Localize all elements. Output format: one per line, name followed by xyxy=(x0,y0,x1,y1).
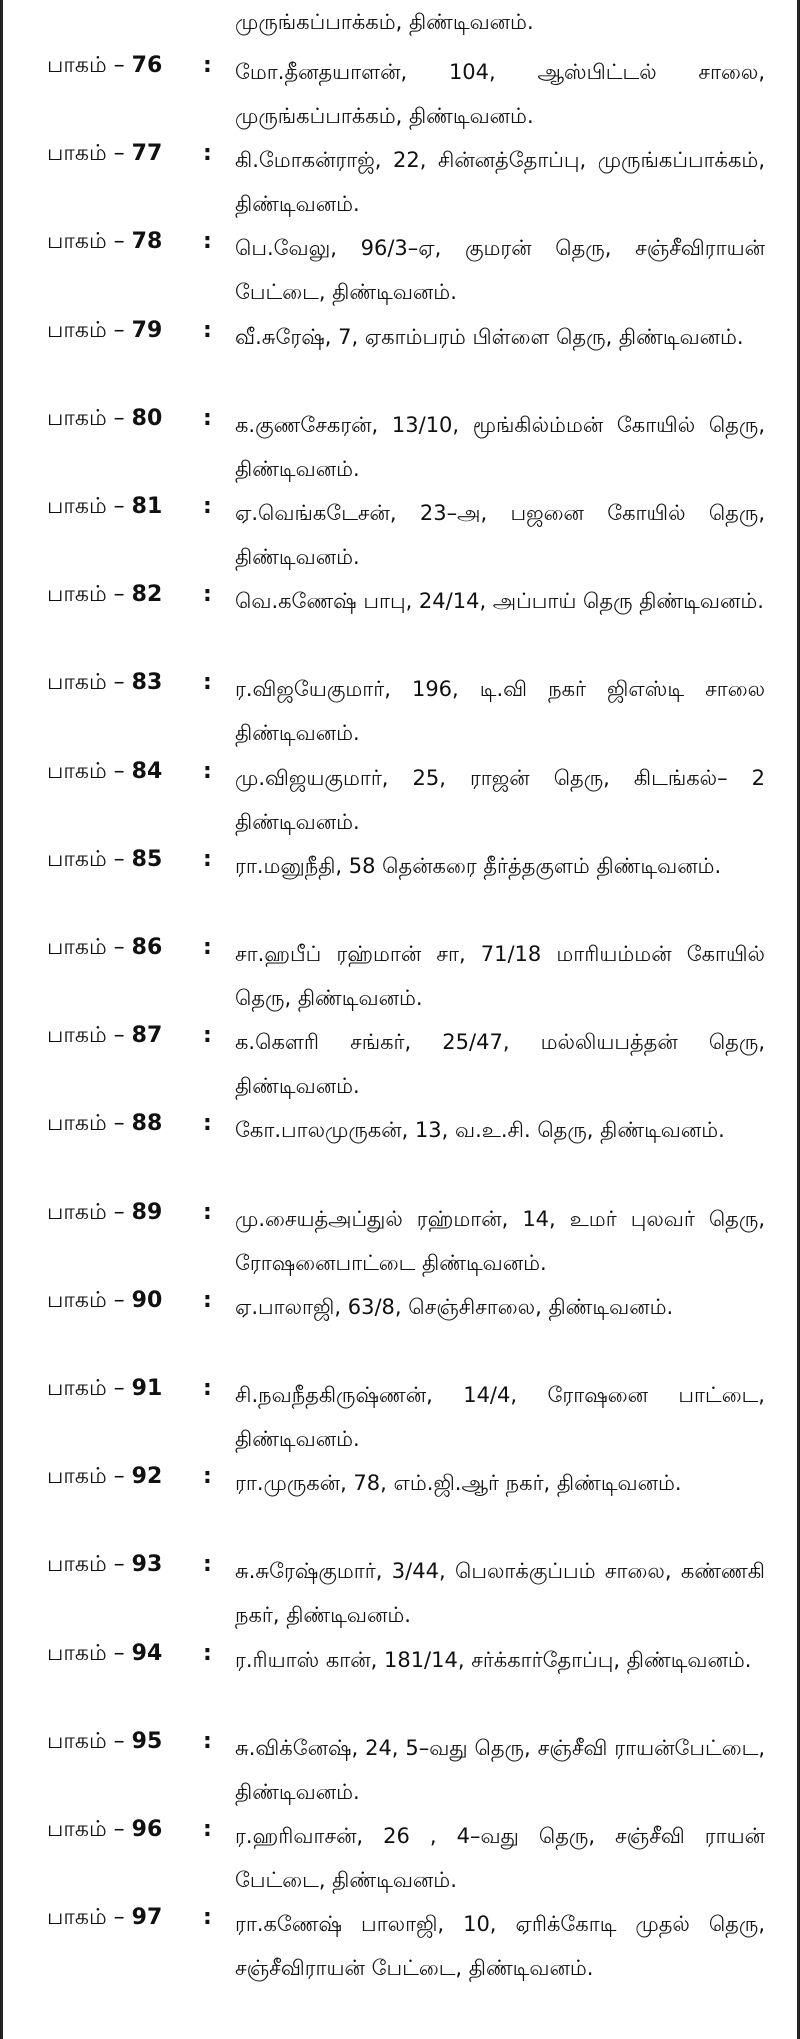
separator-colon: : xyxy=(203,935,212,960)
separator-colon: : xyxy=(203,53,212,78)
part-number xyxy=(47,1814,162,1846)
part-label: பாகம் – xyxy=(47,1728,132,1754)
entry-address: ரா.முருகன், 78, எம்.ஜி.ஆர் நகர், திண்டிவனம். xyxy=(235,1471,682,1496)
part-label: பாகம் – xyxy=(47,935,132,960)
part-number xyxy=(47,315,162,347)
part-value: 94 xyxy=(131,1640,163,1666)
part-value: 83 xyxy=(131,670,163,696)
entry-address: சு.விக்னேஷ், 24, 5–வது தெரு, சஞ்சீவி ராயன்பேட்டை, திண்டிவனம். xyxy=(235,1735,765,1804)
entry-row xyxy=(3,44,797,132)
separator-colon: : xyxy=(203,1905,212,1931)
entry-row xyxy=(3,1896,797,1984)
part-number xyxy=(47,844,162,876)
entry-row xyxy=(3,485,797,573)
part-value: 89 xyxy=(131,1199,163,1225)
part-value: 81 xyxy=(131,494,163,519)
part-label: பாகம் – xyxy=(47,846,132,872)
part-number xyxy=(47,403,162,435)
separator-colon: : xyxy=(203,1728,212,1754)
part-number xyxy=(47,1461,162,1493)
part-value: 92 xyxy=(131,1464,163,1490)
separator-colon: : xyxy=(203,1199,212,1225)
entry-row xyxy=(3,926,797,1014)
part-value: 80 xyxy=(131,405,163,431)
separator-colon: : xyxy=(203,1464,212,1490)
separator-colon: : xyxy=(203,582,212,608)
entry-address: ர.ரியாஸ் கான், 181/14, சர்க்கார்தோப்பு, திண்டிவனம். xyxy=(235,1647,752,1672)
part-number xyxy=(47,138,162,170)
entry-row xyxy=(3,838,797,926)
part-label: பாகம் – xyxy=(47,582,132,608)
part-number xyxy=(47,932,162,964)
part-number xyxy=(47,1373,162,1405)
separator-colon: : xyxy=(203,1023,212,1049)
part-number xyxy=(47,756,162,788)
separator-colon: : xyxy=(203,1817,212,1842)
entry-row xyxy=(3,750,797,838)
part-label: பாகம் – xyxy=(47,1287,132,1313)
part-value: 82 xyxy=(131,582,163,608)
continuation-text: முருங்கப்பாக்கம், திண்டிவனம். xyxy=(235,10,534,34)
entry-row xyxy=(3,661,797,749)
entry-address: சி.நவநீதகிருஷ்ணன், 14/4, ரோஷனை பாட்டை, திண்டிவனம். xyxy=(235,1383,765,1451)
part-label: பாகம் – xyxy=(47,1552,132,1578)
separator-colon: : xyxy=(203,1376,212,1401)
entry-address: க.கௌரி சங்கர், 25/47, மல்லியபத்தன் தெரு, திண்டிவனம். xyxy=(235,1030,765,1099)
separator-colon: : xyxy=(203,758,212,784)
separator-colon: : xyxy=(203,317,212,343)
entry-row xyxy=(3,573,797,661)
entry-row xyxy=(3,1102,797,1190)
part-label: பாகம் – xyxy=(47,53,132,78)
separator-colon: : xyxy=(203,1552,212,1578)
entry-row xyxy=(3,1367,797,1455)
separator-colon: : xyxy=(203,1287,212,1313)
part-label: பாகம் – xyxy=(47,1640,132,1666)
part-label: பாகம் – xyxy=(47,229,132,255)
part-number xyxy=(47,491,162,523)
part-label: பாகம் – xyxy=(47,1376,132,1401)
entry-address: மு.விஜயகுமார், 25, ராஜன் தெரு, கிடங்கல்– 2 திண்டிவனம். xyxy=(235,765,765,834)
part-number xyxy=(47,50,162,82)
entry-address: ரா.மனுநீதி, 58 தென்கரை தீர்த்தகுளம் திண்டிவனம். xyxy=(235,853,722,878)
entry-row xyxy=(3,1632,797,1720)
part-label: பாகம் – xyxy=(47,141,132,167)
entry-address: கோ.பாலமுருகன், 13, வ.உ.சி. தெரு, திண்டிவனம். xyxy=(235,1118,725,1143)
entry-address: பெ.வேலு, 96/3–ஏ, குமரன் தெரு, சஞ்சீவிராயன் பேட்டை, திண்டிவனம். xyxy=(235,236,765,305)
separator-colon: : xyxy=(203,1640,212,1666)
part-value: 93 xyxy=(131,1552,163,1578)
part-value: 76 xyxy=(131,53,163,78)
entry-row xyxy=(3,1720,797,1808)
part-value: 84 xyxy=(131,758,163,784)
entry-address: ரா.கணேஷ் பாலாஜி, 10, ஏரிக்கோடி முதல் தெரு, சஞ்சீவிராயன் பேட்டை, திண்டிவனம். xyxy=(235,1912,765,1981)
part-number xyxy=(47,1020,162,1052)
separator-colon: : xyxy=(203,494,212,519)
entry-row xyxy=(3,1808,797,1896)
entry-address: சா.ஹபீப் ரஹ்மான் சா, 71/18 மாரியம்மன் கோயில் தெரு, திண்டிவனம். xyxy=(235,942,765,1010)
part-number xyxy=(47,667,162,699)
part-label: பாகம் – xyxy=(47,494,132,519)
part-number xyxy=(47,579,162,611)
entry-address: கி.மோகன்ராஜ், 22, சின்னத்தோப்பு, முருங்கப்பாக்கம், திண்டிவனம். xyxy=(235,148,765,217)
entry-address: ஏ.வெங்கடேசன், 23–அ, பஜனை கோயில் தெரு, திண்டிவனம். xyxy=(235,501,765,569)
part-number xyxy=(47,1285,162,1317)
part-number xyxy=(47,1549,162,1581)
part-value: 96 xyxy=(131,1817,163,1842)
separator-colon: : xyxy=(203,229,212,255)
part-number xyxy=(47,226,162,258)
separator-colon: : xyxy=(203,141,212,167)
part-value: 77 xyxy=(131,141,163,167)
entry-address: மோ.தீனதயாளன், 104, ஆஸ்பிட்டல் சாலை, முருங்கப்பாக்கம், திண்டிவனம். xyxy=(235,60,765,128)
entry-address: சு.சுரேஷ்குமார், 3/44, பெலாக்குப்பம் சாலை, கண்ணகி நகர், திண்டிவனம். xyxy=(235,1559,765,1628)
part-number xyxy=(47,1902,162,1934)
entry-address: ஏ.பாலாஜி, 63/8, செஞ்சிசாலை, திண்டிவனம். xyxy=(235,1294,674,1319)
part-value: 78 xyxy=(131,229,163,255)
entry-address: வீ.சுரேஷ், 7, ஏகாம்பரம் பிள்ளை தெரு, திண்டிவனம். xyxy=(235,324,744,349)
entry-row xyxy=(3,1455,797,1543)
part-label: பாகம் – xyxy=(47,1111,132,1137)
entry-row xyxy=(3,1191,797,1279)
entry-address: ர.விஜயேகுமார், 196, டி.வி நகர் ஜிஎஸ்டி சாலை திண்டிவனம். xyxy=(235,677,765,746)
entry-row xyxy=(3,1543,797,1631)
part-label: பாகம் – xyxy=(47,1464,132,1490)
part-number xyxy=(47,1638,162,1670)
separator-colon: : xyxy=(203,670,212,696)
entry-row xyxy=(3,397,797,485)
entry-address: வெ.கணேஷ் பாபு, 24/14, அப்பாய் தெரு திண்டிவனம். xyxy=(235,589,764,614)
part-value: 86 xyxy=(131,935,163,960)
part-value: 95 xyxy=(131,1728,163,1754)
part-value: 88 xyxy=(131,1111,163,1137)
separator-colon: : xyxy=(203,405,212,431)
part-value: 87 xyxy=(131,1023,163,1049)
part-number xyxy=(47,1108,162,1140)
entry-row xyxy=(3,1014,797,1102)
part-label: பாகம் – xyxy=(47,1199,132,1225)
entry-row xyxy=(3,132,797,220)
entry-address: மு.சையத்அப்துல் ரஹ்மான், 14, உமர் புலவர் தெரு, ரோஷனைபாட்டை திண்டிவனம். xyxy=(235,1206,765,1275)
separator-colon: : xyxy=(203,846,212,872)
part-label: பாகம் – xyxy=(47,1023,132,1049)
part-number xyxy=(47,1197,162,1229)
part-value: 97 xyxy=(131,1905,163,1931)
part-label: பாகம் – xyxy=(47,1817,132,1842)
part-label: பாகம் – xyxy=(47,317,132,343)
part-number xyxy=(47,1726,162,1758)
part-label: பாகம் – xyxy=(47,1905,132,1931)
entry-address: ர.ஹரிவாசன், 26 , 4–வது தெரு, சஞ்சீவி ராயன் பேட்டை, திண்டிவனம். xyxy=(235,1824,765,1892)
separator-colon: : xyxy=(203,1111,212,1137)
entry-row xyxy=(3,309,797,397)
part-label: பாகம் – xyxy=(47,405,132,431)
part-value: 85 xyxy=(131,846,163,872)
part-label: பாகம் – xyxy=(47,670,132,696)
entry-row xyxy=(3,220,797,308)
entry-address: க.குணசேகரன், 13/10, மூங்கில்ம்மன் கோயில் தெரு, திண்டிவனம். xyxy=(235,412,765,481)
part-value: 90 xyxy=(131,1287,163,1313)
part-value: 79 xyxy=(131,317,163,343)
part-label: பாகம் – xyxy=(47,758,132,784)
entry-row xyxy=(3,1279,797,1367)
part-value: 91 xyxy=(131,1376,163,1401)
